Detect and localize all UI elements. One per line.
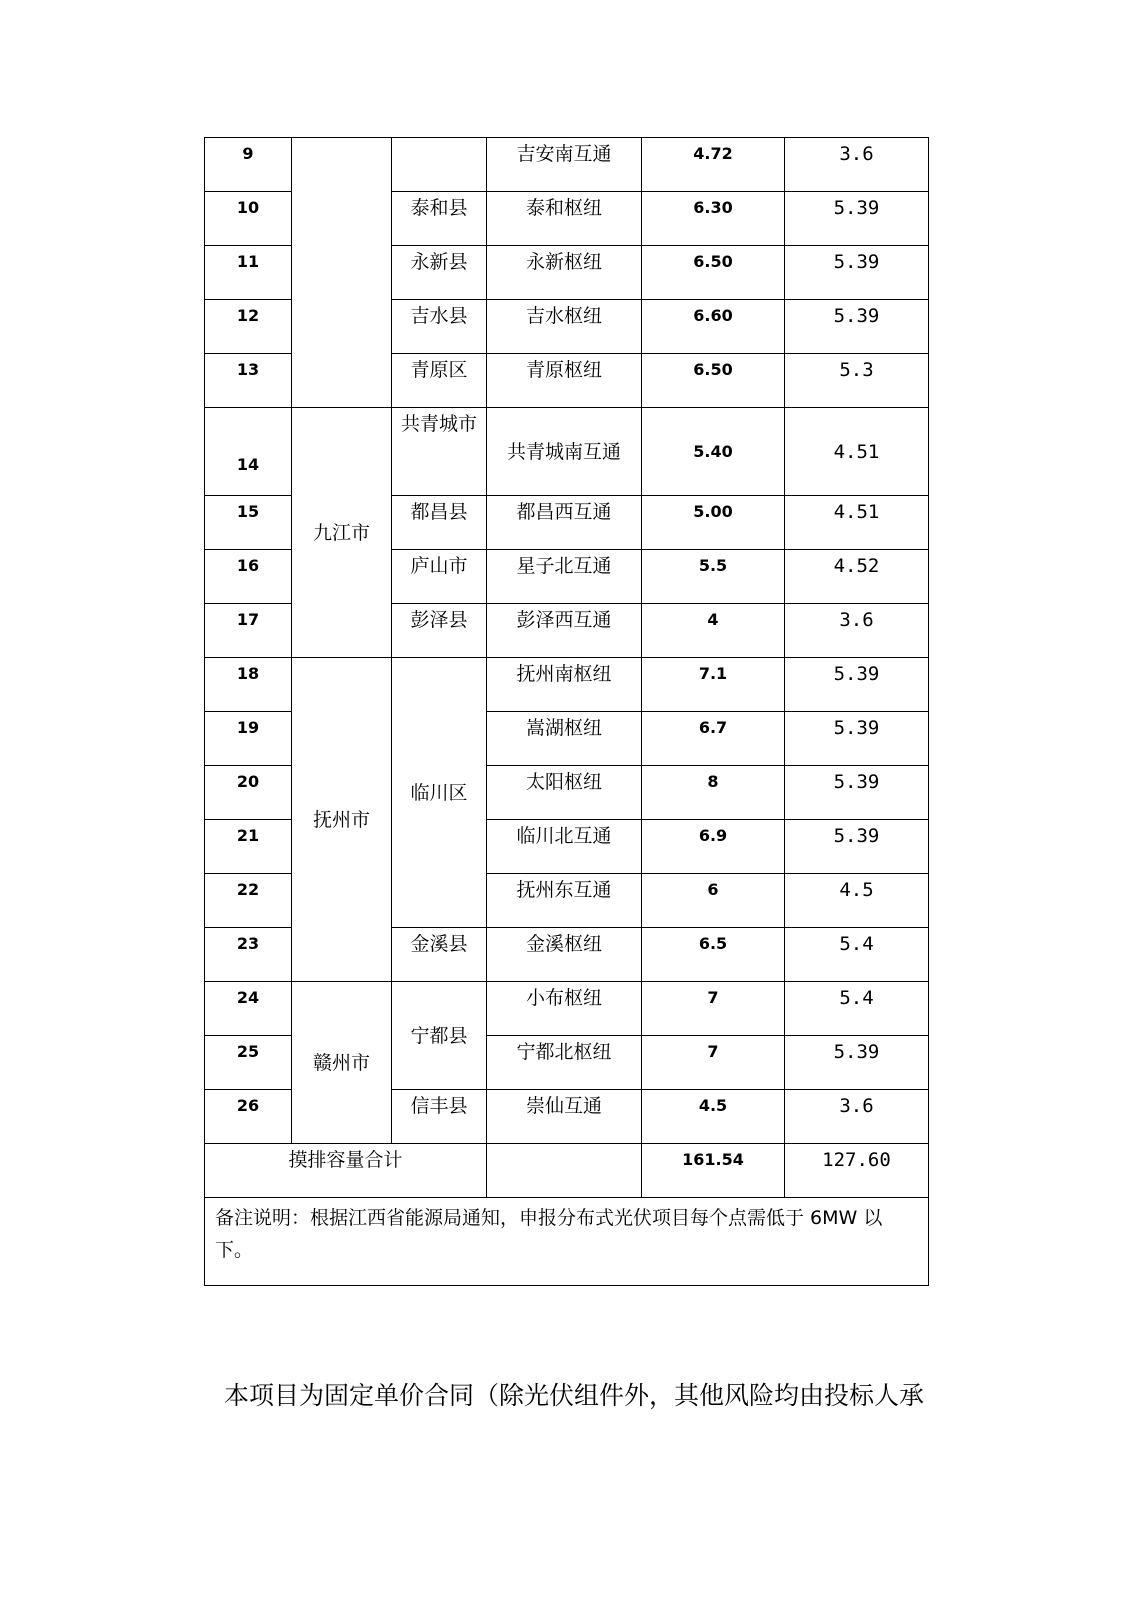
table-row	[205, 408, 929, 496]
county-name: 信丰县	[392, 1090, 487, 1144]
capacity-value: 4.5	[642, 1090, 785, 1144]
alloc-value: 5.39	[785, 766, 929, 820]
site-name: 宁都北枢纽	[487, 1036, 642, 1090]
site-name: 吉安南互通	[487, 138, 642, 192]
row-index: 13	[205, 354, 292, 408]
alloc-value: 5.39	[785, 712, 929, 766]
capacity-value: 6.7	[642, 712, 785, 766]
site-name: 都昌西互通	[487, 496, 642, 550]
capacity-value: 6.30	[642, 192, 785, 246]
row-index: 21	[205, 820, 292, 874]
row-index: 25	[205, 1036, 292, 1090]
site-name: 彭泽西互通	[487, 604, 642, 658]
site-name: 嵩湖枢纽	[487, 712, 642, 766]
site-name: 永新枢纽	[487, 246, 642, 300]
table-row	[205, 982, 929, 1036]
alloc-value: 4.51	[785, 496, 929, 550]
site-name: 崇仙互通	[487, 1090, 642, 1144]
county-name: 金溪县	[392, 928, 487, 982]
county-name: 庐山市	[392, 550, 487, 604]
site-name: 临川北互通	[487, 820, 642, 874]
site-name: 小布枢纽	[487, 982, 642, 1036]
alloc-value: 4.5	[785, 874, 929, 928]
alloc-value: 5.39	[785, 300, 929, 354]
alloc-value: 5.3	[785, 354, 929, 408]
capacity-table	[204, 137, 929, 1286]
capacity-value: 6	[642, 874, 785, 928]
row-index: 24	[205, 982, 292, 1036]
alloc-value: 5.39	[785, 820, 929, 874]
county-cell-blank	[392, 138, 487, 192]
capacity-value: 7	[642, 1036, 785, 1090]
alloc-value: 5.39	[785, 192, 929, 246]
capacity-value: 4.72	[642, 138, 785, 192]
row-index: 14	[205, 408, 292, 496]
site-name: 金溪枢纽	[487, 928, 642, 982]
capacity-value: 5.00	[642, 496, 785, 550]
site-name: 青原枢纽	[487, 354, 642, 408]
alloc-value: 3.6	[785, 1090, 929, 1144]
body-paragraph: 本项目为固定单价合同（除光伏组件外，其他风险均由投标人承	[224, 1381, 925, 1410]
county-name-ningdu: 宁都县	[392, 982, 487, 1090]
total-label: 摸排容量合计	[205, 1144, 487, 1198]
row-index: 17	[205, 604, 292, 658]
site-name: 抚州东互通	[487, 874, 642, 928]
capacity-value: 6.5	[642, 928, 785, 982]
alloc-value: 5.4	[785, 928, 929, 982]
capacity-value: 7	[642, 982, 785, 1036]
alloc-value: 5.39	[785, 658, 929, 712]
table-row	[205, 138, 929, 192]
total-row	[205, 1144, 929, 1198]
capacity-value: 5.40	[642, 408, 785, 496]
capacity-value: 7.1	[642, 658, 785, 712]
capacity-value: 6.50	[642, 354, 785, 408]
capacity-value: 6.60	[642, 300, 785, 354]
row-index: 26	[205, 1090, 292, 1144]
note-text: 备注说明：根据江西省能源局通知，申报分布式光伏项目每个点需低于 6MW 以下。	[205, 1198, 929, 1286]
total-alloc: 127.60	[785, 1144, 929, 1198]
capacity-value: 4	[642, 604, 785, 658]
county-name: 泰和县	[392, 192, 487, 246]
county-name: 彭泽县	[392, 604, 487, 658]
row-index: 11	[205, 246, 292, 300]
row-index: 15	[205, 496, 292, 550]
total-capacity: 161.54	[642, 1144, 785, 1198]
alloc-value: 4.52	[785, 550, 929, 604]
city-name-ganzhou: 赣州市	[292, 982, 392, 1144]
total-blank	[487, 1144, 642, 1198]
capacity-value: 6.50	[642, 246, 785, 300]
capacity-value: 5.5	[642, 550, 785, 604]
alloc-value: 5.39	[785, 246, 929, 300]
site-name: 抚州南枢纽	[487, 658, 642, 712]
city-name-jiujiang: 九江市	[292, 408, 392, 658]
row-index: 16	[205, 550, 292, 604]
row-index: 18	[205, 658, 292, 712]
site-name: 星子北互通	[487, 550, 642, 604]
alloc-value: 4.51	[785, 408, 929, 496]
site-name: 太阳枢纽	[487, 766, 642, 820]
county-name: 都昌县	[392, 496, 487, 550]
capacity-value: 6.9	[642, 820, 785, 874]
row-index: 12	[205, 300, 292, 354]
alloc-value: 3.6	[785, 138, 929, 192]
county-name: 共青城市	[392, 408, 487, 496]
capacity-value: 8	[642, 766, 785, 820]
county-name: 永新县	[392, 246, 487, 300]
note-row	[205, 1198, 929, 1286]
alloc-value: 5.4	[785, 982, 929, 1036]
alloc-value: 3.6	[785, 604, 929, 658]
row-index: 9	[205, 138, 292, 192]
county-name-linchuan: 临川区	[392, 658, 487, 928]
county-name: 吉水县	[392, 300, 487, 354]
site-name: 吉水枢纽	[487, 300, 642, 354]
row-index: 22	[205, 874, 292, 928]
county-name: 青原区	[392, 354, 487, 408]
site-name: 共青城南互通	[487, 408, 642, 496]
row-index: 20	[205, 766, 292, 820]
alloc-value: 5.39	[785, 1036, 929, 1090]
row-index: 23	[205, 928, 292, 982]
row-index: 10	[205, 192, 292, 246]
site-name: 泰和枢纽	[487, 192, 642, 246]
table-row	[205, 658, 929, 712]
city-name-fuzhou: 抚州市	[292, 658, 392, 982]
row-index: 19	[205, 712, 292, 766]
city-cell-blank	[292, 138, 392, 408]
